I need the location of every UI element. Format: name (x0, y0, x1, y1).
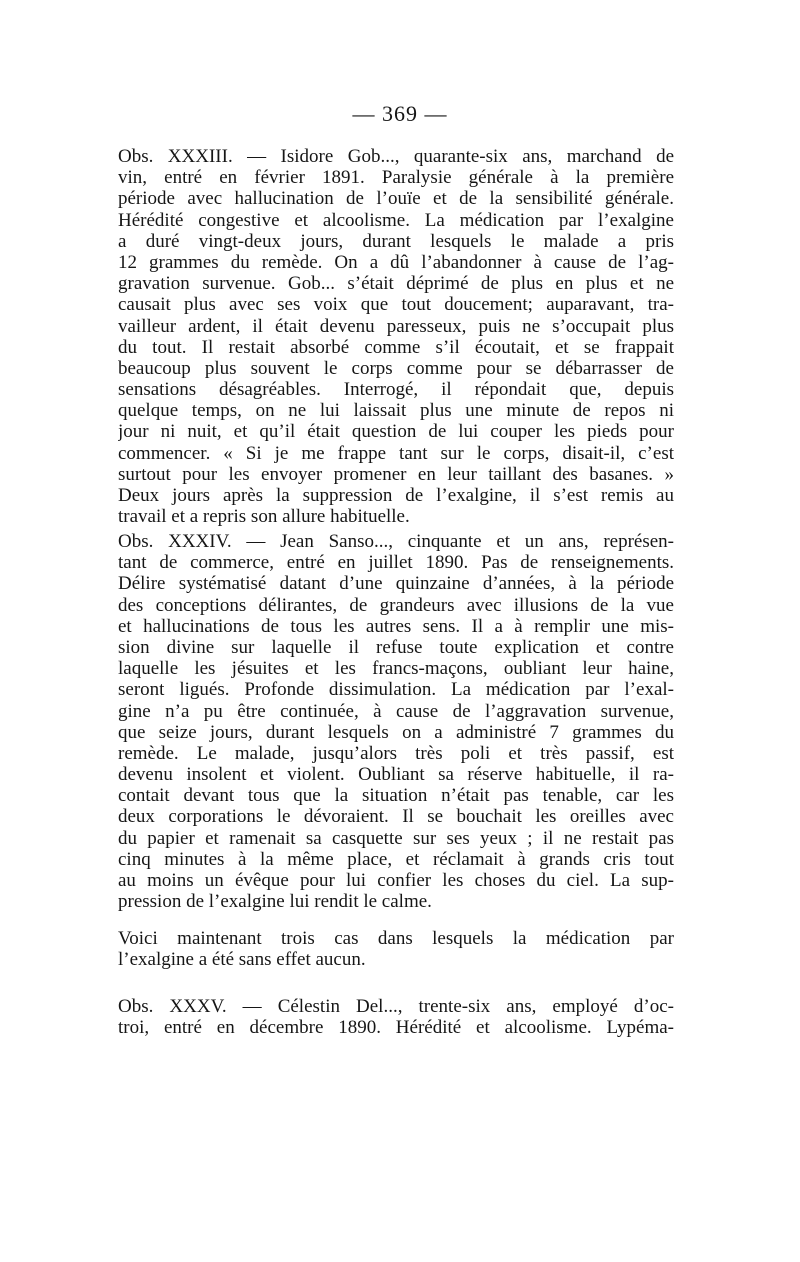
text-line: jour ni nuit, et qu’il était question de lui couper les pieds pour (118, 421, 674, 443)
text-line: travail et a repris son allure habituelle. (118, 506, 410, 528)
text-line: remède. Le malade, jusqu’alors très poli et très passif, est (118, 742, 674, 764)
text-line: Deux jours après la suppression de l’exalgine, il s’est remis au (118, 485, 674, 506)
text-line: beaucoup plus souvent le corps comme pour se débarrasser de (118, 357, 674, 379)
text-line: et hallucinations de tous les autres sens. Il a à remplir une mis- (118, 615, 674, 637)
text-line: que seize jours, durant lesquels on a administré 7 grammes du (118, 721, 674, 743)
text-line: Voici maintenant trois cas dans lesquels la médication par (118, 928, 674, 949)
text-line: Délire systématisé datant d’une quinzaine d’années, à la période (118, 573, 674, 595)
paragraph-transition (118, 928, 674, 970)
text-line: 12 grammes du remède. On a dû l’abandonner à cause de l’ag- (118, 251, 674, 273)
text-line: du papier et ramenait sa casquette sur ses yeux ; il ne restait pas (118, 827, 674, 849)
text-line: gravation survenue. Gob... s’était déprimé de plus en plus et ne (118, 273, 674, 295)
text-line: Obs. XXXIV. — Jean Sanso..., cinquante et un ans, représen- (118, 531, 674, 552)
text-line: Obs. XXXV. — Célestin Del..., trente-six ans, employé d’oc- (118, 996, 674, 1017)
text-line: pression de l’exalgine lui rendit le calme. (118, 891, 432, 913)
text-line: des conceptions délirantes, de grandeurs avec illusions de la vue (118, 594, 674, 616)
paragraph-obs-xxxv (118, 996, 674, 1038)
text-line: cinq minutes à la même place, et réclamait à grands cris tout (118, 848, 674, 870)
page-number: — 369 — (352, 101, 448, 126)
text-line: devenu insolent et violent. Oubliant sa réserve habituelle, il ra- (118, 764, 674, 786)
text-line: commencer. « Si je me frappe tant sur le corps, disait-il, c’est (118, 442, 674, 464)
text-line: période avec hallucination de l’ouïe et de la sensibilité générale. (118, 188, 674, 210)
paragraph-obs-xxxiv (118, 531, 674, 912)
text-line: surtout pour les envoyer promener en leur taillant des basanes. » (118, 463, 674, 485)
text-line: l’exalgine a été sans effet aucun. (118, 949, 366, 971)
text-line: sion divine sur laquelle il refuse toute explication et contre (118, 636, 674, 658)
text-line: contait devant tous que la situation n’était pas tenable, car les (118, 785, 674, 807)
text-line: troi, entré en décembre 1890. Hérédité et alcoolisme. Lypéma- (118, 1017, 674, 1039)
text-line: a duré vingt-deux jours, durant lesquels le malade a pris (118, 230, 674, 252)
text-line: tant de commerce, entré en juillet 1890. Pas de renseignements. (118, 552, 674, 574)
text-line: sensations désagréables. Interrogé, il répondait que, depuis (118, 379, 674, 401)
text-line: vailleur ardent, il était devenu paresseux, puis ne s’occupait plus (118, 315, 674, 337)
text-line: du tout. Il restait absorbé comme s’il écoutait, et se frappait (118, 336, 674, 358)
text-line: deux corporations le dévoraient. Il se bouchait les oreilles avec (118, 806, 674, 828)
text-line: Obs. XXXIII. — Isidore Gob..., quarante-six ans, marchand de (118, 146, 674, 167)
text-line: Hérédité congestive et alcoolisme. La médication par l’exalgine (118, 209, 674, 231)
text-line: seront ligués. Profonde dissimulation. La médication par l’exal- (118, 679, 674, 701)
text-line: laquelle les jésuites et les francs-maçons, oubliant leur haine, (118, 658, 674, 680)
paragraph-obs-xxxiii (118, 146, 674, 527)
text-line: quelque temps, on ne lui laissait plus une minute de repos ni (118, 400, 674, 422)
text-line: au moins un évêque pour lui confier les choses du ciel. La sup- (118, 870, 674, 891)
text-line: gine n’a pu être continuée, à cause de l’aggravation survenue, (118, 700, 674, 722)
text-line: causait plus avec ses voix que tout doucement; auparavant, tra- (118, 294, 674, 316)
text-line: vin, entré en février 1891. Paralysie générale à la première (118, 167, 674, 189)
